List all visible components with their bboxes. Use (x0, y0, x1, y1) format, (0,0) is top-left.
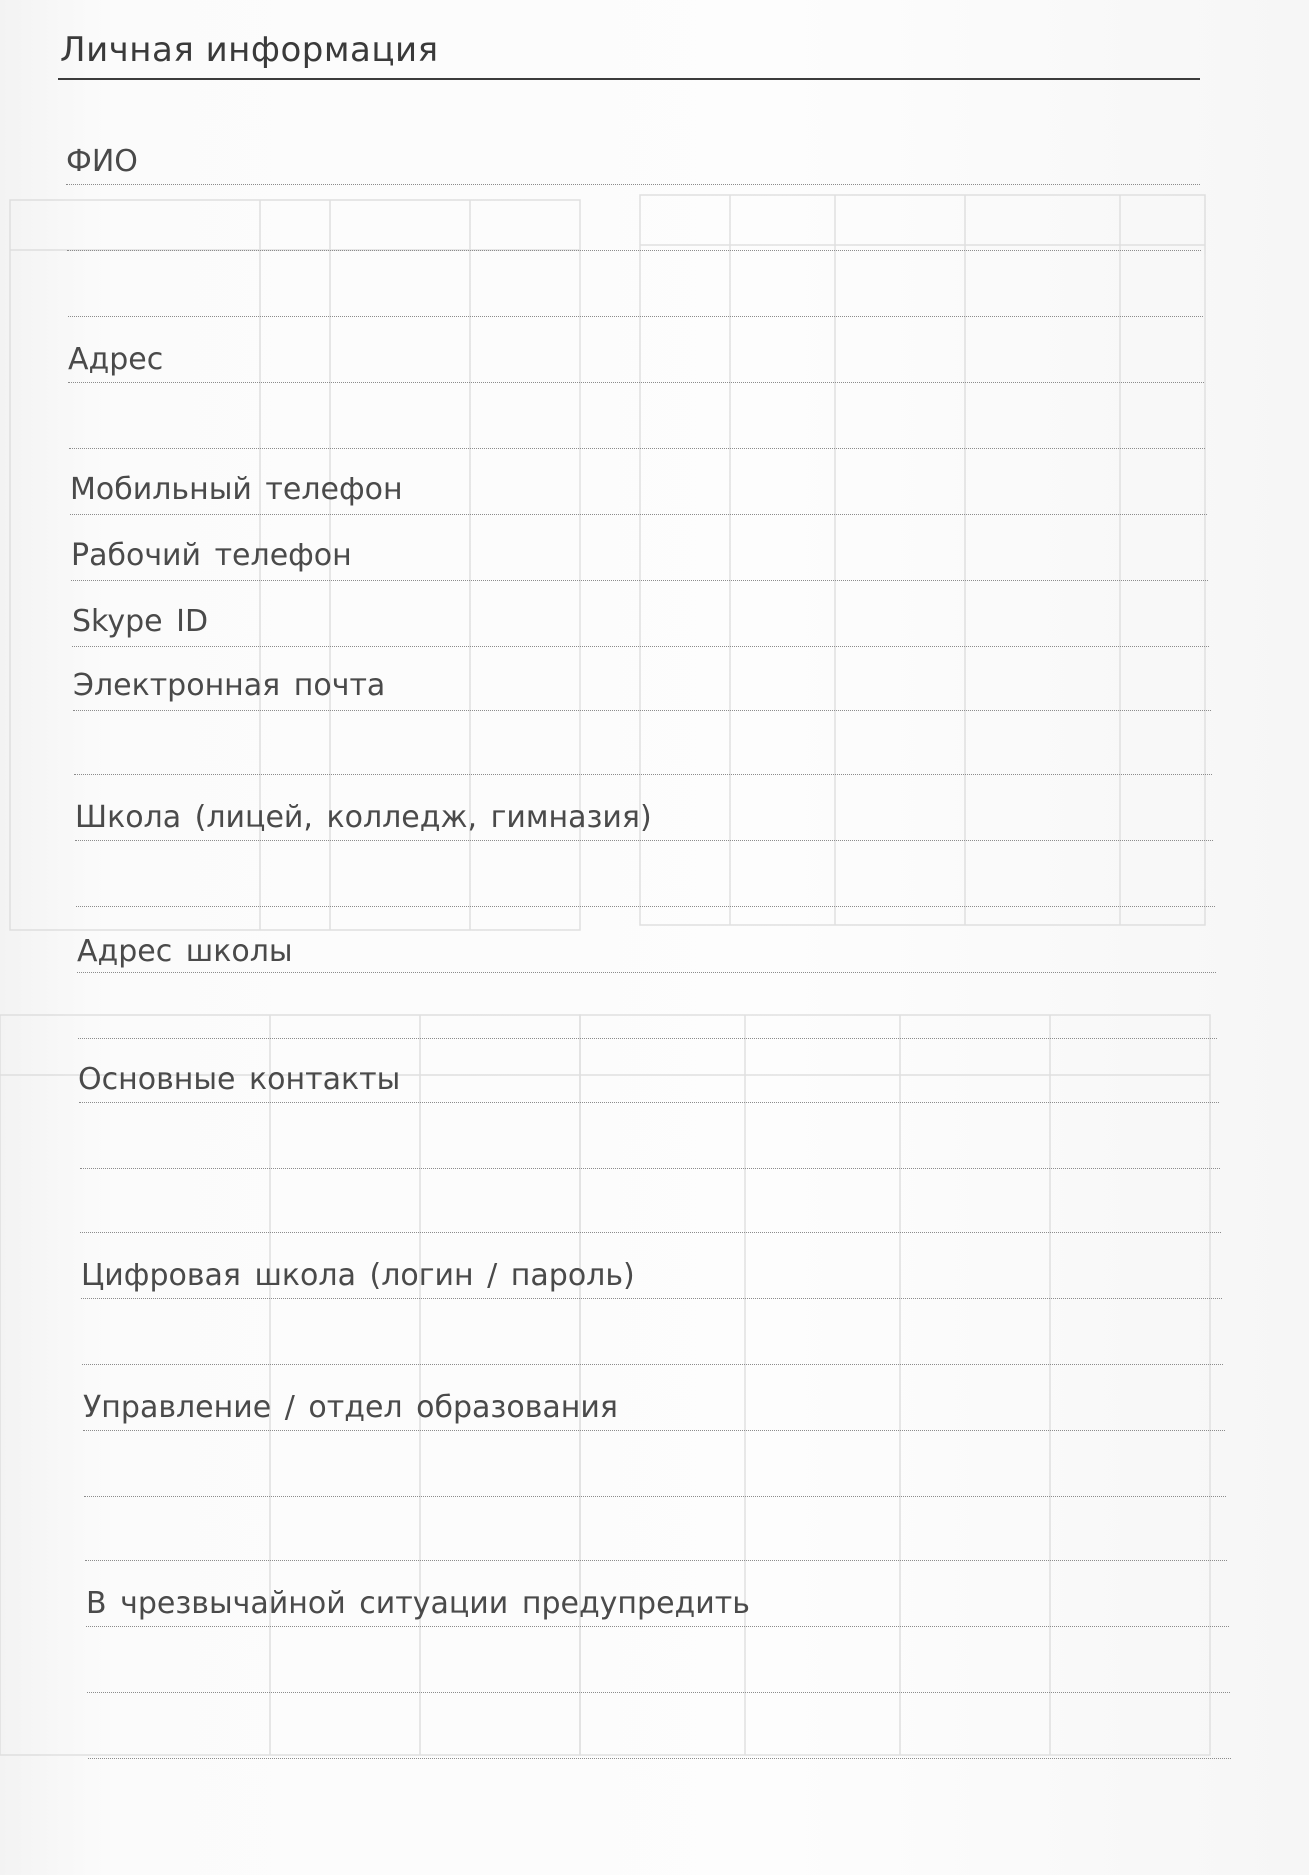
field-label-work-phone: Рабочий телефон (71, 538, 352, 573)
fill-line (69, 448, 1205, 449)
fill-line (68, 382, 1204, 383)
field-label-address: Адрес (68, 342, 164, 377)
fill-line (83, 1430, 1225, 1431)
fill-line (82, 1364, 1223, 1365)
fill-line (66, 184, 1200, 185)
field-label-education-department: Управление / отдел образования (83, 1390, 618, 1425)
fill-line (74, 774, 1212, 775)
fill-line (67, 250, 1201, 251)
field-label-main-contacts: Основные контакты (78, 1062, 401, 1097)
field-label-emergency-contact: В чрезвычайной ситуации предупредить (86, 1586, 750, 1621)
fill-line (80, 1232, 1221, 1233)
fill-line (81, 1298, 1222, 1299)
fill-line (71, 580, 1208, 581)
fill-line (68, 316, 1203, 317)
field-label-digital-school: Цифровая школа (логин / пароль) (81, 1258, 635, 1293)
fill-line (76, 906, 1215, 907)
fill-line (86, 1626, 1229, 1627)
fill-line (84, 1496, 1226, 1497)
fill-line (80, 1168, 1220, 1169)
field-label-school: Школа (лицей, колледж, гимназия) (75, 800, 652, 835)
fill-line (78, 1038, 1217, 1039)
fill-line (72, 646, 1209, 647)
fill-line (75, 840, 1213, 841)
fill-line (73, 710, 1211, 711)
field-label-fio: ФИО (66, 144, 138, 179)
title-underline (58, 78, 1200, 80)
fill-line (77, 972, 1216, 973)
fill-line (79, 1102, 1219, 1103)
field-label-mobile-phone: Мобильный телефон (70, 472, 403, 507)
fill-line (87, 1692, 1230, 1693)
field-label-email: Электронная почта (73, 668, 386, 703)
fill-line (85, 1560, 1227, 1561)
page-title: Личная информация (60, 30, 439, 70)
fill-line (70, 514, 1207, 515)
fill-line (88, 1758, 1231, 1759)
field-label-school-address: Адрес школы (77, 934, 293, 969)
field-label-skype-id: Skype ID (72, 604, 209, 639)
